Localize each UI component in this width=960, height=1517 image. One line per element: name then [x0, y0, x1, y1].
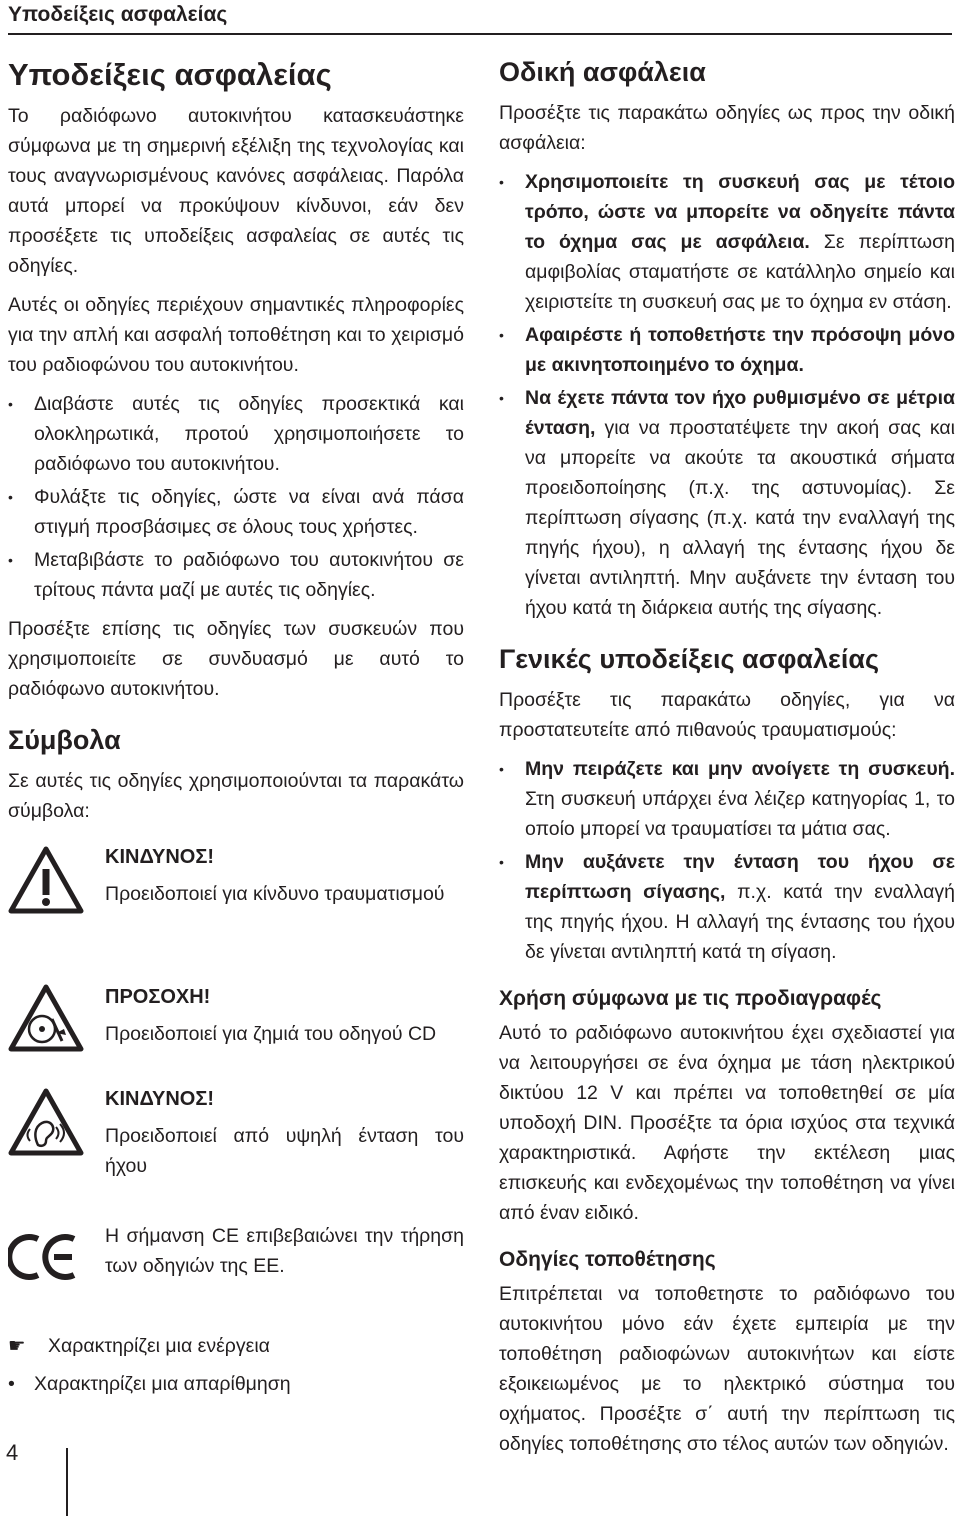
section-heading-safety: Υποδείξεις ασφαλείας — [8, 57, 332, 92]
list-item: • Χρησιμοποιείτε τη συσκευή σας με τέτοιο τρόπο, ώστε να μπορείτε να οδηγείτε πάντα το όχημα σας με ασφάλεια. Σε περίπτωση αμφιβολίας σταματήστε σε κατάλληλο σημείο και χειριστείτε τη συσκευή σας με το όχημα εν στάση. — [499, 167, 955, 317]
section-heading-road-safety: Οδική ασφάλεια — [499, 57, 706, 87]
instructions-list — [8, 389, 464, 605]
symbols-list — [8, 835, 464, 1395]
installation-paragraph: Επιτρέπεται να τοποθετηστε το ραδιόφωνο του αυτοκινήτου μόνο εάν έχετε εμπειρία με την τοποθέτηση ραδιοφώνων αυτοκινήτων και είστε εξοικειωμένος με το ηλεκτρικό σύστημα του οχήματος. Προσέξτε σ΄ αυτή την περίπτωση τις οδηγίες τοποθέτησης στο τέλος αυτών των οδηγιών. — [499, 1283, 955, 1456]
section-heading-installation: Οδηγίες τοποθέτησης — [499, 1247, 716, 1271]
road-intro: Προσέξτε τις παρακάτω οδηγίες ως προς την οδική ασφάλεια: — [499, 101, 955, 154]
symbols-intro: Σε αυτές τις οδηγίες χρησιμοποιούνται τα παρακάτω σύμβολα: — [8, 769, 464, 822]
list-item: • Μεταβιβάστε το ραδιόφωνο του αυτοκινήτου σε τρίτους πάντα μαζί με αυτές τις οδηγίες. — [8, 545, 464, 605]
cd-warning-icon — [8, 983, 84, 1053]
list-item: • Αφαιρέστε ή τοποθετήστε την πρόσοψη μόνο με ακινητοποιημένο το όχημα. — [499, 320, 955, 380]
intro-paragraph-2: Αυτές οι οδηγίες περιέχουν σημαντικές πληροφορίες για την απλή και ασφαλή τοποθέτηση και το χειρισμό του ραδιοφώνου του αυτοκινήτου. — [8, 294, 464, 377]
list-item: • Φυλάξτε τις οδηγίες, ώστε να είναι ανά πάσα στιγμή προσβάσιμες σε όλους τους χρήστες. — [8, 482, 464, 542]
ce-mark-icon — [8, 1231, 80, 1283]
page-number: 4 — [6, 1440, 19, 1465]
list-item: • Διαβάστε αυτές τις οδηγίες προσεκτικά και ολοκληρωτικά, προτού χρησιμοποιήσετε το ραδιόφωνο του αυτοκινήτου. — [8, 389, 464, 479]
list-item: • Μην πειράζετε και μην ανοίγετε τη συσκευή. Στη συσκευή υπάρχει ένα λέιζερ κατηγορίας 1, το οποίο μπορεί να τραυματίσει τα μάτια σας. — [499, 754, 955, 844]
symbol-description: Η σήμανση CE επιβεβαιώνει την τήρηση των οδηγιών της ΕΕ. — [105, 1224, 464, 1277]
road-safety-list — [499, 167, 955, 623]
section-heading-symbols: Σύμβολα — [8, 725, 121, 756]
marker-text: Χαρακτηρίζει μια απαρίθμηση — [34, 1372, 291, 1395]
warning-triangle-icon — [8, 845, 84, 915]
left-column — [8, 56, 464, 1395]
section-heading-intended-use: Χρήση σύμφωνα με τις προδιαγραφές — [499, 986, 882, 1010]
general-intro: Προσέξτε τις παρακάτω οδηγίες, για να προστατευτείτε από πιθανούς τραυματισμούς: — [499, 688, 955, 741]
symbol-title: ΚΙΝΔΥΝΟΣ! — [105, 1087, 215, 1110]
intro-paragraph-1: Το ραδιόφωνο αυτοκινήτου κατασκευάστηκε σύμφωνα με τη σημερινή εξέλιξη της τεχνολογίας και τους αναγνωρισμένους κανόνες ασφάλειας. Παρόλα αυτά μπορεί να προκύψουν κίνδυνοι, εάν δεν προσέξετε τις υποδείξεις ασφαλείας σε αυτές τις οδηγίες. — [8, 105, 464, 278]
list-item: • Μην αυξάνετε την ένταση του ήχου σε περίπτωση σίγασης, π.χ. κατά την εναλλαγή της πηγής ήχου. Η αλλαγή της έντασης του ήχου δε γίνεται αντιληπτή κατά τη σίγαση. — [499, 847, 955, 967]
hearing-warning-icon — [8, 1087, 84, 1157]
marker-text: Χαρακτηρίζει μια ενέργεια — [48, 1334, 270, 1357]
list-item: • Να έχετε πάντα τον ήχο ρυθμισμένο σε μέτρια ένταση, για να προστατέψετε την ακοή σας και να μπορείτε να ακούτε τα ακουστικά σήματα προειδοποίησης (π.χ. της αστυνομίας). Σε περίπτωση σίγασης (π.χ. κατά την εναλλαγή της πηγής ήχου), η αλλαγή της έντασης ήχου δε γίνεται αντιληπτή. Μην αυξάνετε την ένταση του ήχου κατά τη διάρκεια αυτής της σίγασης. — [499, 383, 955, 623]
bullet-icon: • — [8, 1372, 15, 1395]
marker-action — [8, 1331, 270, 1361]
right-column — [499, 56, 955, 1468]
marker-list — [8, 1369, 291, 1399]
symbol-description: Προειδοποιεί από υψηλή ένταση του ήχου — [105, 1124, 464, 1177]
symbol-description: Προειδοποιεί για κίνδυνο τραυματισμού — [105, 882, 445, 905]
general-safety-list — [499, 754, 955, 967]
section-heading-general-safety: Γενικές υποδείξεις ασφαλείας — [499, 643, 879, 674]
symbol-title: ΠΡΟΣΟΧΗ! — [105, 985, 211, 1008]
note-paragraph: Προσέξτε επίσης τις οδηγίες των συσκευών που χρησιμοποιείτε σε συνδυασμό με αυτό το ραδιόφωνο αυτοκινήτου. — [8, 618, 464, 701]
footer-divider — [66, 1448, 68, 1516]
symbol-description: Προειδοποιεί για ζημιά του οδηγού CD — [105, 1022, 437, 1045]
header-title: Υποδείξεις ασφαλείας — [8, 3, 228, 26]
pointing-hand-icon: ☛ — [8, 1334, 26, 1357]
page-header — [8, 0, 952, 35]
usage-paragraph: Αυτό το ραδιόφωνο αυτοκινήτου έχει σχεδιαστεί για να λειτουργήσει σε ένα όχημα με τάση ηλεκτρικού δικτύου 12 V και πρέπει να τοποθετηθεί σε μία υποδοχή DIN. Προσέξτε τα όρια ισχύος στα τεχνικά χαρακτηριστικά. Αφήστε την εκτέλεση μιας επισκευής και ενδεχομένως την τοποθέτηση να γίνει από έναν ειδικό. — [499, 1021, 955, 1224]
symbol-title: ΚΙΝΔΥΝΟΣ! — [105, 845, 215, 868]
